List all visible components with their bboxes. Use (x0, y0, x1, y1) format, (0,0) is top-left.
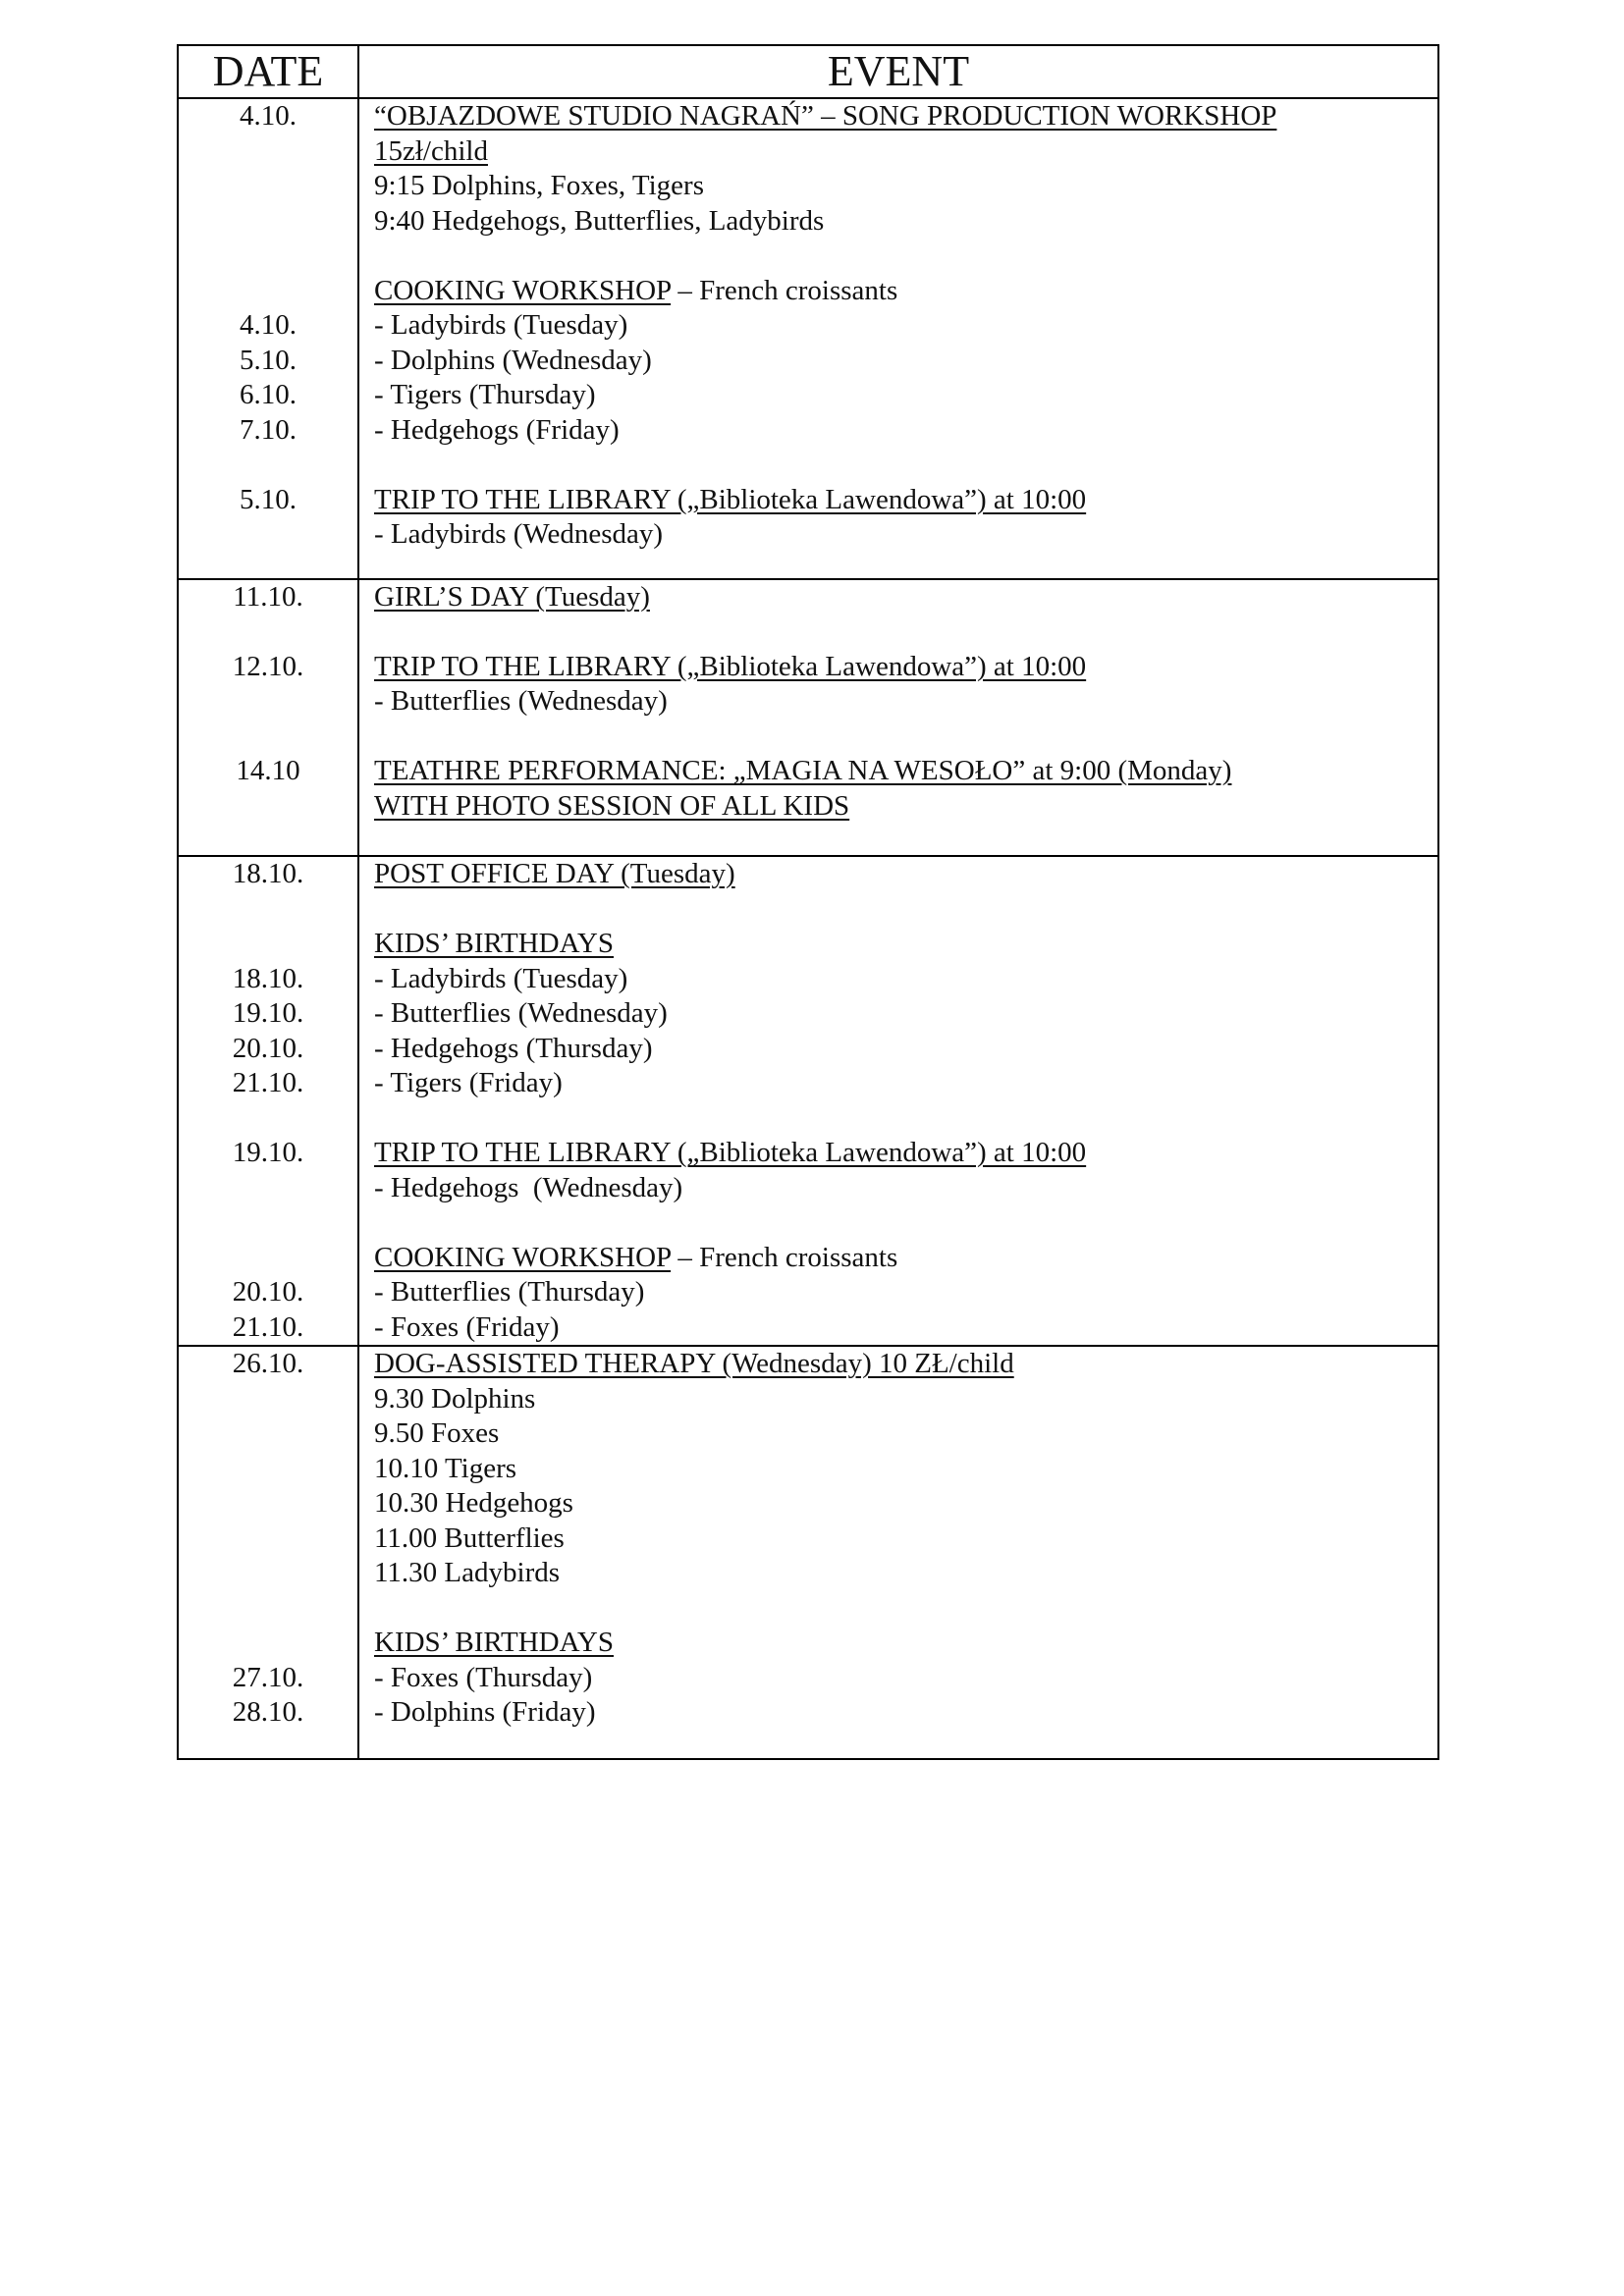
event-line (374, 413, 1437, 449)
event-date: 28.10. (232, 1696, 304, 1728)
schedule-body (178, 98, 1438, 1759)
event-heading: 15zł/child (374, 134, 488, 167)
event-date: 7.10. (240, 413, 297, 446)
event-line (374, 1136, 1437, 1171)
week-row (178, 856, 1438, 1346)
event-date (179, 517, 357, 553)
week-row (178, 579, 1438, 857)
event-date: 12.10. (232, 650, 304, 682)
event-text: - Dolphins (Wednesday) (374, 344, 652, 376)
event-line (374, 308, 1437, 344)
event-heading: TEATHRE PERFORMANCE: „MAGIA NA WESOŁO” at 9:00 (Monday) (374, 755, 1232, 786)
event-text: - Hedgehogs (Thursday) (374, 1032, 653, 1064)
event-date (179, 1205, 357, 1241)
event-line (374, 789, 1437, 825)
event-line (374, 1032, 1437, 1067)
event-text: - Tigers (Thursday) (374, 379, 596, 410)
event-text: - Tigers (Friday) (374, 1067, 563, 1098)
event-date (179, 614, 357, 650)
event-date (179, 1556, 357, 1591)
date-cell (178, 856, 358, 1346)
event-text: - Dolphins (Friday) (374, 1696, 596, 1728)
event-date: 26.10. (232, 1348, 304, 1379)
event-heading: “OBJAZDOWE STUDIO NAGRAŃ” – SONG PRODUCTION WORKSHOP (374, 100, 1277, 132)
event-line (374, 1591, 1437, 1627)
event-date (179, 1241, 357, 1276)
event-line (374, 754, 1437, 789)
event-line (374, 274, 1437, 309)
event-line (374, 344, 1437, 379)
event-heading: TRIP TO THE LIBRARY („Biblioteka Lawendowa”) at 10:00 (374, 483, 1087, 515)
event-line (374, 1275, 1437, 1310)
date-cell (178, 579, 358, 857)
event-date (179, 1171, 357, 1206)
event-date: 19.10. (232, 1137, 304, 1168)
event-line (374, 1626, 1437, 1661)
event-text: - Foxes (Friday) (374, 1310, 560, 1343)
event-line (374, 1241, 1437, 1276)
event-cell (358, 98, 1438, 579)
event-date: 18.10. (232, 858, 304, 889)
event-heading: WITH PHOTO SESSION OF ALL KIDS (374, 789, 850, 822)
event-date: 18.10. (232, 962, 304, 994)
event-text: - Ladybirds (Tuesday) (374, 962, 628, 994)
event-heading: TRIP TO THE LIBRARY („Biblioteka Lawendowa”) at 10:00 (374, 1137, 1087, 1168)
event-text: - Hedgehogs (Wednesday) (374, 1171, 683, 1203)
event-line (374, 1205, 1437, 1241)
event-heading: TRIP TO THE LIBRARY („Biblioteka Lawendowa”) at 10:00 (374, 650, 1087, 682)
event-line (374, 169, 1437, 204)
event-cell (358, 1346, 1438, 1759)
event-date (179, 448, 357, 483)
event-date (179, 927, 357, 962)
event-heading: COOKING WORKSHOP (374, 1241, 672, 1273)
event-line (374, 962, 1437, 997)
event-date: 20.10. (232, 1032, 304, 1064)
event-text: 9:15 Dolphins, Foxes, Tigers (374, 170, 704, 201)
event-date (179, 1626, 357, 1661)
event-text: - Butterflies (Thursday) (374, 1276, 645, 1308)
event-date: 4.10. (240, 309, 297, 341)
event-line (374, 1171, 1437, 1206)
event-date (179, 1591, 357, 1627)
event-line (374, 239, 1437, 274)
event-text: - Hedgehogs (Friday) (374, 413, 620, 446)
event-heading: KIDS’ BIRTHDAYS (374, 928, 614, 959)
event-date: 20.10. (232, 1276, 304, 1308)
event-heading: GIRL’S DAY (Tuesday) (374, 580, 650, 613)
event-line (374, 1347, 1437, 1382)
event-text: – French croissants (671, 1241, 898, 1273)
event-date (179, 239, 357, 274)
event-date (179, 134, 357, 170)
event-date: 19.10. (232, 997, 304, 1029)
event-line (374, 378, 1437, 413)
event-line (374, 1452, 1437, 1487)
event-cell (358, 579, 1438, 857)
event-text: - Ladybirds (Wednesday) (374, 518, 664, 550)
event-line (374, 684, 1437, 720)
event-text: 11.00 Butterflies (374, 1522, 565, 1554)
event-line (374, 483, 1437, 518)
event-date: 21.10. (232, 1310, 304, 1343)
event-line (374, 892, 1437, 928)
event-line (374, 1310, 1437, 1346)
event-text: - Butterflies (Wednesday) (374, 685, 668, 717)
event-schedule-table (177, 44, 1439, 1760)
event-date (179, 1452, 357, 1487)
event-date: 5.10. (240, 344, 297, 376)
event-text: - Butterflies (Wednesday) (374, 997, 668, 1029)
event-line (374, 134, 1437, 170)
event-text: 9.50 Foxes (374, 1417, 500, 1449)
event-date (179, 274, 357, 309)
event-date (179, 1486, 357, 1522)
event-line (374, 1066, 1437, 1101)
event-line (374, 1101, 1437, 1137)
event-line (374, 1416, 1437, 1452)
event-line (374, 204, 1437, 240)
event-line (374, 720, 1437, 755)
event-cell (358, 856, 1438, 1346)
event-line (374, 857, 1437, 892)
event-date (179, 720, 357, 755)
event-date: 5.10. (240, 483, 297, 515)
event-text: 9.30 Dolphins (374, 1382, 536, 1415)
event-date: 4.10. (240, 100, 297, 132)
event-line (374, 927, 1437, 962)
event-line (374, 448, 1437, 483)
date-cell (178, 1346, 358, 1759)
event-date (179, 1522, 357, 1557)
event-date (179, 1382, 357, 1417)
event-date: 11.10. (233, 580, 303, 613)
event-column-header: EVENT (358, 45, 1438, 98)
event-line (374, 1661, 1437, 1696)
event-line (374, 99, 1437, 134)
event-date: 6.10. (240, 379, 297, 410)
event-line (374, 517, 1437, 553)
event-text: 11.30 Ladybirds (374, 1557, 561, 1588)
event-text: – French croissants (671, 274, 898, 306)
event-text: - Ladybirds (Tuesday) (374, 309, 628, 341)
event-heading: DOG-ASSISTED THERAPY (Wednesday) 10 ZŁ/child (374, 1348, 1014, 1379)
event-text: 10.30 Hedgehogs (374, 1487, 573, 1519)
event-date: 27.10. (232, 1661, 304, 1693)
header-row (178, 45, 1438, 98)
event-line (374, 996, 1437, 1032)
event-text: 10.10 Tigers (374, 1452, 517, 1484)
date-column-header: DATE (178, 45, 358, 98)
event-date (179, 169, 357, 204)
event-text: - Foxes (Thursday) (374, 1661, 593, 1693)
event-date: 14.10 (236, 755, 300, 786)
event-line (374, 580, 1437, 615)
event-heading: POST OFFICE DAY (Tuesday) (374, 858, 735, 889)
event-date (179, 684, 357, 720)
event-date (179, 892, 357, 928)
event-line (374, 650, 1437, 685)
event-line (374, 614, 1437, 650)
date-cell (178, 98, 358, 579)
week-row (178, 1346, 1438, 1759)
week-row (178, 98, 1438, 579)
event-date (179, 1101, 357, 1137)
event-date: 21.10. (232, 1067, 304, 1098)
event-text: 9:40 Hedgehogs, Butterflies, Ladybirds (374, 204, 825, 237)
event-line (374, 1695, 1437, 1731)
event-line (374, 1556, 1437, 1591)
event-line (374, 1486, 1437, 1522)
event-date (179, 789, 357, 825)
event-line (374, 1382, 1437, 1417)
event-date (179, 204, 357, 240)
event-line (374, 1522, 1437, 1557)
event-heading: KIDS’ BIRTHDAYS (374, 1627, 614, 1658)
event-heading: COOKING WORKSHOP (374, 274, 672, 306)
event-date (179, 1416, 357, 1452)
